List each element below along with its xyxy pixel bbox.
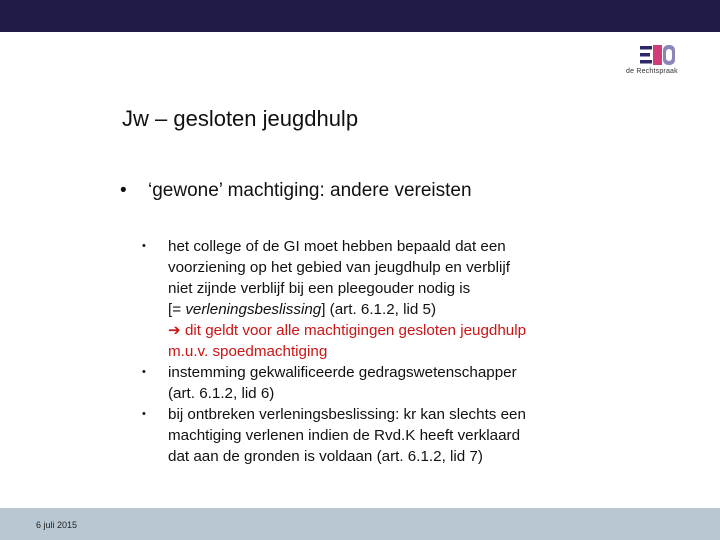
note-line: m.u.v. spoedmachtiging bbox=[168, 343, 328, 360]
main-bullet-symbol: • bbox=[120, 180, 127, 201]
sub-bullet-ontbreken bbox=[140, 404, 610, 467]
sub-bullet-instemming bbox=[140, 362, 610, 404]
sub-bullet-symbol: • bbox=[142, 366, 146, 378]
sub-bullet-line: dat aan de gronden is voldaan (art. 6.1.2, lid 7) bbox=[168, 448, 483, 465]
sub-bullet-line: niet zijnde verblijf bij een pleegouder nodig is bbox=[168, 280, 471, 297]
sub-bullet-list bbox=[140, 236, 610, 467]
sub-bullet-line: voorziening op het gebied van jeugdhulp en verblijf bbox=[168, 259, 510, 276]
legal-reference-line bbox=[168, 299, 610, 320]
logo-text: de Rechtspraak bbox=[626, 68, 678, 75]
sub-bullet-line: instemming gekwalificeerde gedragswetenschapper bbox=[168, 364, 517, 381]
note-line bbox=[168, 320, 610, 341]
sub-bullet-line: bij ontbreken verleningsbeslissing: kr kan slechts een bbox=[168, 406, 526, 423]
sub-bullet-symbol: • bbox=[142, 240, 146, 252]
top-bar bbox=[0, 0, 720, 32]
main-bullet-text: ‘gewone’ machtiging: andere vereisten bbox=[148, 180, 472, 201]
note-text: dit geldt voor alle machtigingen gesloten jeugdhulp bbox=[180, 322, 527, 339]
sub-bullet-symbol: • bbox=[142, 408, 146, 420]
sub-bullet-line: het college of de GI moet hebben bepaald dat een bbox=[168, 238, 506, 255]
slide-title: Jw – gesloten jeugdhulp bbox=[122, 106, 359, 131]
ref-close: ] (art. 6.1.2, lid 5) bbox=[321, 301, 437, 318]
ref-open: [= bbox=[168, 301, 186, 318]
arrow-right-icon: ➔ bbox=[168, 322, 181, 339]
rechtspraak-logo bbox=[626, 44, 686, 80]
ref-term: verleningsbeslissing bbox=[185, 301, 322, 318]
logo-mark-icon bbox=[640, 44, 676, 66]
footer-date: 6 juli 2015 bbox=[36, 520, 78, 530]
sub-bullet-line: machtiging verlenen indien de Rvd.K heeft verklaard bbox=[168, 427, 521, 444]
bottom-bar bbox=[0, 508, 720, 540]
sub-bullet-verleningsbeslissing bbox=[140, 236, 610, 362]
main-bullet bbox=[120, 180, 472, 202]
sub-bullet-line: (art. 6.1.2, lid 6) bbox=[168, 385, 275, 402]
